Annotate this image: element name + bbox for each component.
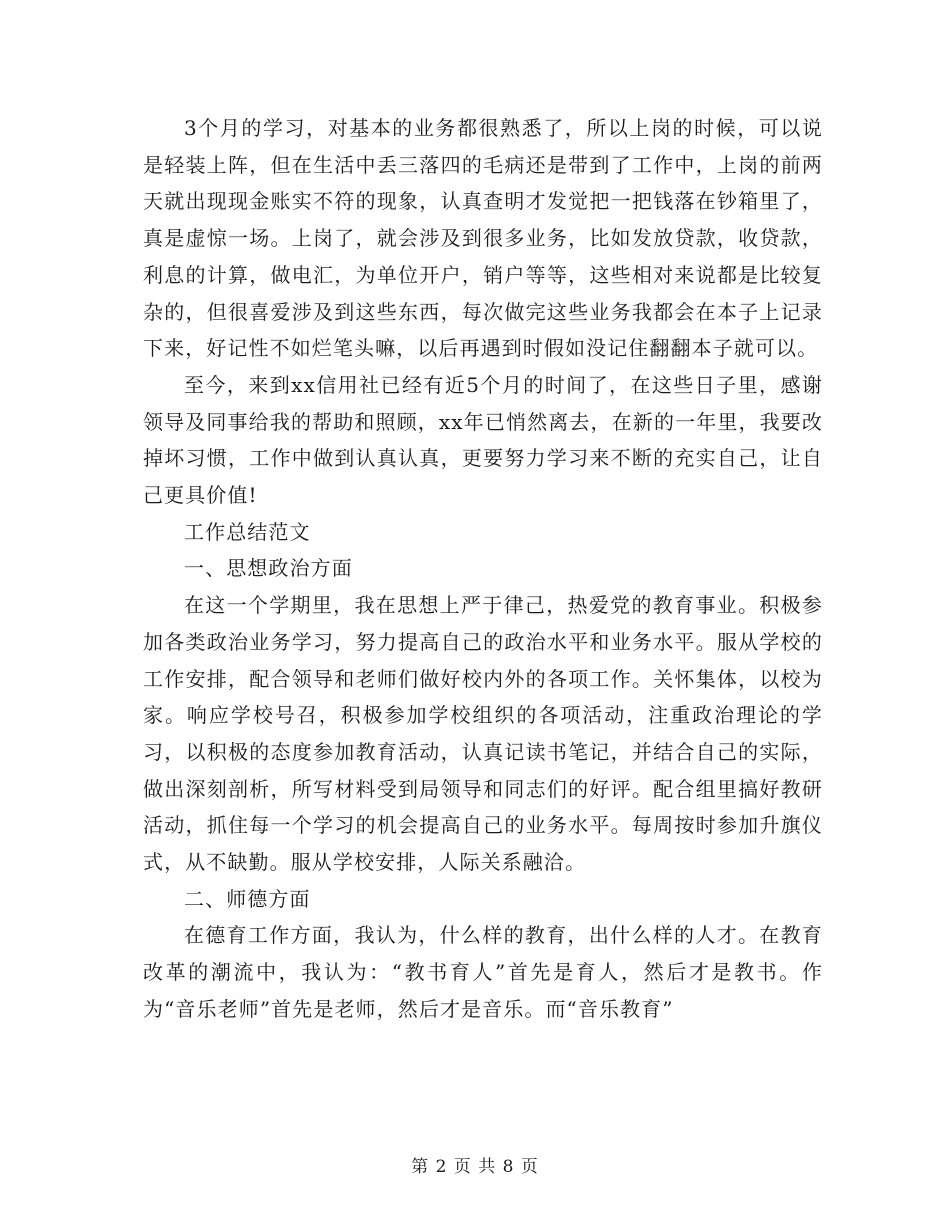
document-body [143,110,823,1028]
paragraph-five-months: 至今，来到xx信用社已经有近5个月的时间了，在这些日子里，感谢领导及同事给我的帮助和照顾，xx年已悄然离去，在新的一年里，我要改掉坏习惯，工作中做到认真认真，更要努力学习来不断的充实自己，让自己更具价值! [143,372,823,508]
paragraph-moral-education: 在德育工作方面，我认为，什么样的教育，出什么样的人才。在教育改革的潮流中，我认为：“教书育人”首先是育人，然后才是教书。作为“音乐老师”首先是老师，然后才是音乐。而“音乐教育” [143,923,823,1021]
section-title-work-summary: 工作总结范文 [184,519,311,544]
paragraph-study-experience: 3个月的学习，对基本的业务都很熟悉了，所以上岗的时候，可以说是轻装上阵，但在生活中丢三落四的毛病还是带到了工作中，上岗的前两天就出现现金账实不符的现象，认真查明才发觉把一把钱落在钞箱里了，真是虚惊一场。上岗了，就会涉及到很多业务，比如发放贷款，收贷款，利息的计算，做电汇，为单位开户，销户等等，这些相对来说都是比较复杂的，但很喜爱涉及到这些东西，每次做完这些业务我都会在本子上记录下来，好记性不如烂笔头嘛，以后再遇到时假如没记住翻翻本子就可以。 [143,116,823,361]
paragraph-ideology-politics: 在这一个学期里，我在思想上严于律己，热爱党的教育事业。积极参加各类政治业务学习，努力提高自己的政治水平和业务水平。服从学校的工作安排，配合领导和老师们做好校内外的各项工作。关怀集体，以校为家。响应学校号召，积极参加学校组织的各项活动，注重政治理论的学习，以积极的态度参加教育活动，认真记读书笔记，并结合自己的实际，做出深刻剖析，所写材料受到局领导和同志们的好评。配合组里搞好教研活动，抓住每一个学习的机会提高自己的业务水平。每周按时参加升旗仪式，从不缺勤。服从学校安排，人际关系融洽。 [143,593,823,875]
page-number-footer: 第 2 页 共 8 页 [411,1157,539,1177]
heading-ideology-politics: 一、思想政治方面 [184,556,353,581]
heading-teacher-ethics: 二、师德方面 [184,886,311,911]
